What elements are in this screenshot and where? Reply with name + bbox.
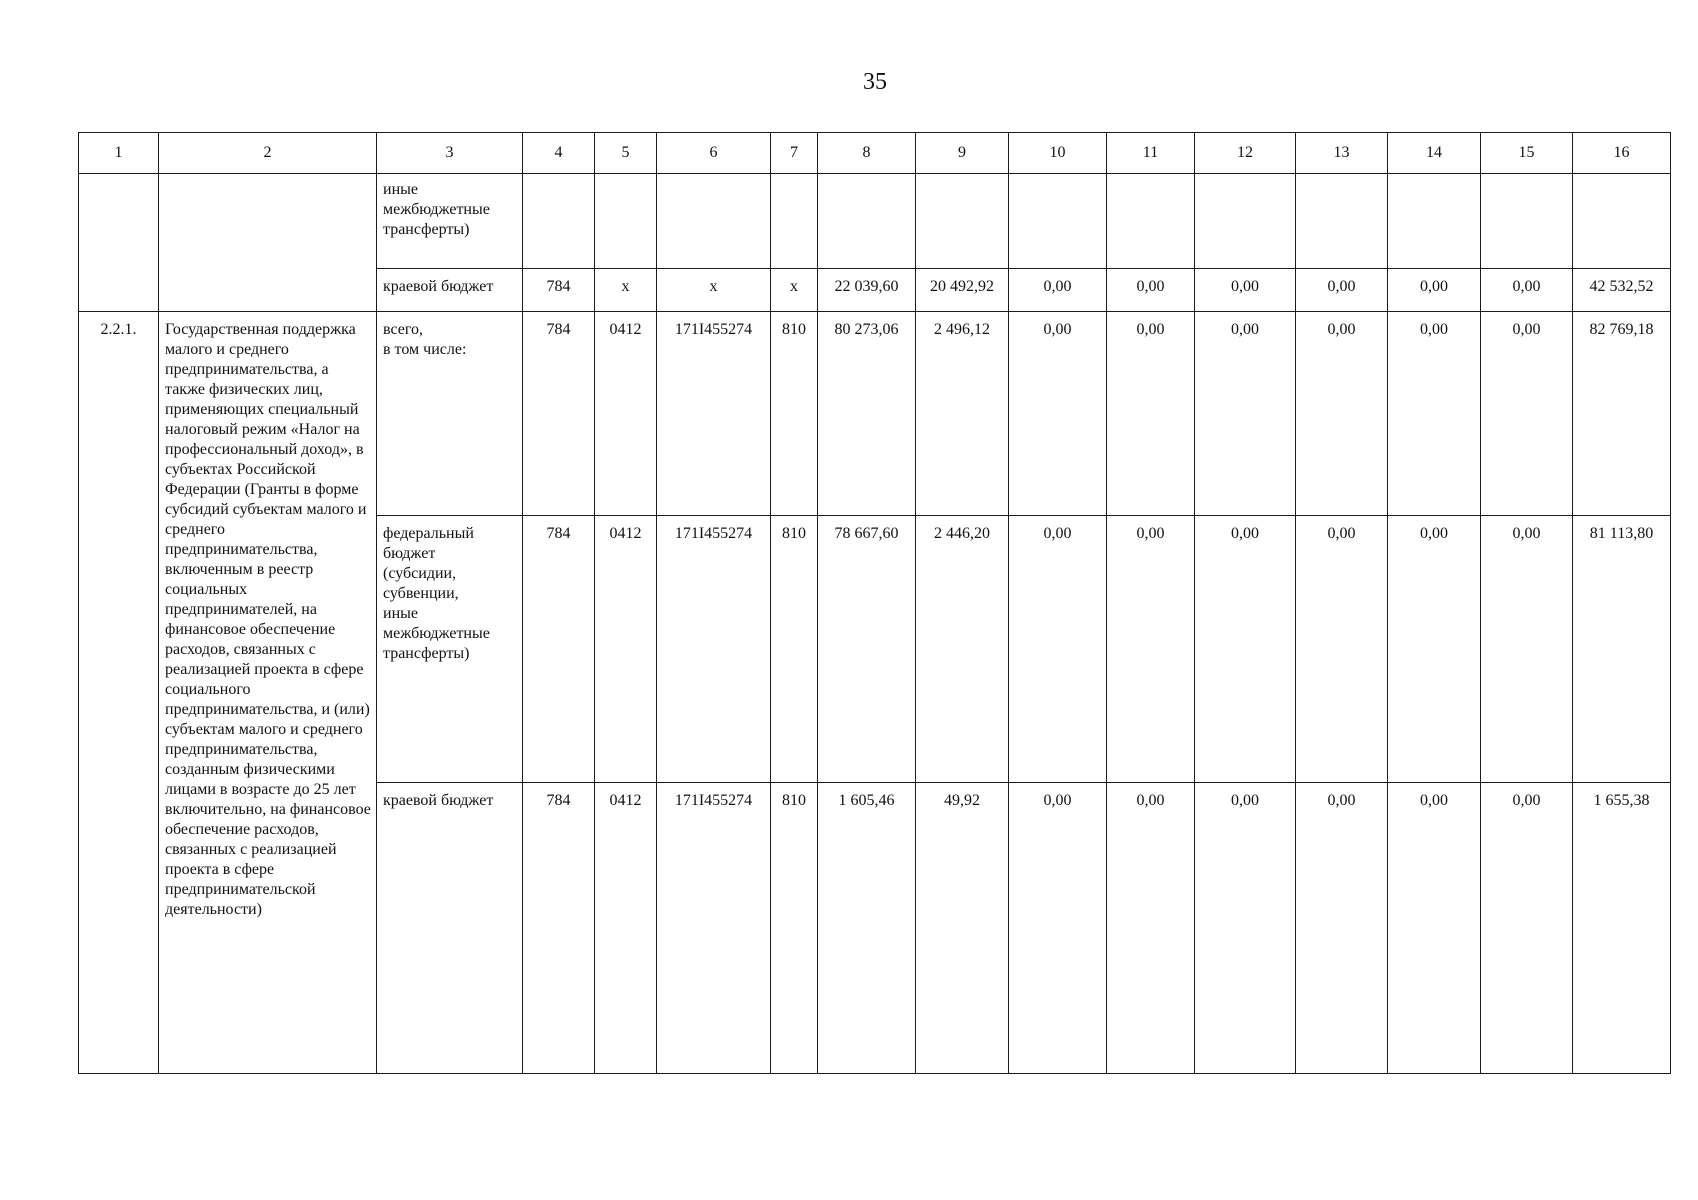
table-cell: 0,00 — [1388, 269, 1481, 312]
table-cell: 784 — [523, 516, 595, 783]
table-cell: 0,00 — [1296, 269, 1388, 312]
table-cell: 0412 — [595, 783, 657, 1074]
table-cell: 0412 — [595, 516, 657, 783]
table-cell: 42 532,52 — [1573, 269, 1671, 312]
item-number-cell: 2.2.1. — [79, 312, 159, 1074]
table-cell: 82 769,18 — [1573, 312, 1671, 516]
table-cell: 2 446,20 — [916, 516, 1009, 783]
column-header: 7 — [771, 133, 818, 174]
table-cell: 0,00 — [1481, 516, 1573, 783]
column-header: 14 — [1388, 133, 1481, 174]
table-cell: 0,00 — [1009, 312, 1107, 516]
table-cell: 784 — [523, 783, 595, 1074]
table-cell: 81 113,80 — [1573, 516, 1671, 783]
table-cell: 0,00 — [1009, 516, 1107, 783]
table-cell: 0,00 — [1107, 783, 1195, 1074]
column-header: 12 — [1195, 133, 1296, 174]
table-cell: 0,00 — [1481, 783, 1573, 1074]
column-header: 3 — [377, 133, 523, 174]
column-header: 13 — [1296, 133, 1388, 174]
table-cell: 49,92 — [916, 783, 1009, 1074]
column-header: 15 — [1481, 133, 1573, 174]
funding-source-cell: краевой бюджет — [377, 269, 523, 312]
table-cell: 0,00 — [1481, 312, 1573, 516]
table-row — [79, 312, 1671, 516]
column-header: 16 — [1573, 133, 1671, 174]
table-cell: 810 — [771, 312, 818, 516]
table-cell: 0,00 — [1195, 783, 1296, 1074]
item-number-cell — [79, 174, 159, 312]
item-description-cell — [159, 174, 377, 312]
table-cell: 0,00 — [1296, 312, 1388, 516]
table-cell: х — [657, 269, 771, 312]
table-cell: 784 — [523, 269, 595, 312]
budget-table — [78, 132, 1671, 1074]
column-header: 8 — [818, 133, 916, 174]
table-cell: 0,00 — [1388, 783, 1481, 1074]
table-cell: 0,00 — [1296, 783, 1388, 1074]
table-cell: 0,00 — [1107, 312, 1195, 516]
column-number-row — [79, 133, 1671, 174]
table-cell: 0,00 — [1009, 269, 1107, 312]
table-cell: 0,00 — [1107, 516, 1195, 783]
table-cell: 171I455274 — [657, 516, 771, 783]
table-cell: 1 605,46 — [818, 783, 916, 1074]
funding-source-cell: краевой бюджет — [377, 783, 523, 1074]
column-header: 4 — [523, 133, 595, 174]
column-header: 6 — [657, 133, 771, 174]
table-cell: 784 — [523, 312, 595, 516]
table-cell: 2 496,12 — [916, 312, 1009, 516]
table-cell: 0,00 — [1195, 516, 1296, 783]
table-cell: 0412 — [595, 312, 657, 516]
column-header: 10 — [1009, 133, 1107, 174]
table-cell: 0,00 — [1388, 312, 1481, 516]
table-cell: 0,00 — [1195, 312, 1296, 516]
table-cell: 810 — [771, 516, 818, 783]
funding-source-cell: федеральный бюджет (субсидии, субвенции, иные межбюджетные трансферты) — [377, 516, 523, 783]
column-header: 9 — [916, 133, 1009, 174]
table-cell: 171I455274 — [657, 312, 771, 516]
table-cell: х — [595, 269, 657, 312]
table-cell: 810 — [771, 783, 818, 1074]
table-cell: 80 273,06 — [818, 312, 916, 516]
table-cell: 0,00 — [1107, 269, 1195, 312]
column-header: 11 — [1107, 133, 1195, 174]
table-cell: 1 655,38 — [1573, 783, 1671, 1074]
item-description-cell: Государственная поддержка малого и среднего предпринимательства, а также физических лиц, применяющих специальный налоговый режим «Налог на профессиональный доход», в субъектах Российской Федерации (Гранты в форме субсидий субъектам малого и среднего предпринимательства, включенным в реестр социальных предпринимателей, на финансовое обеспечение расходов, связанных с реализацией проекта в сфере социального предпринимательства, и (или) субъектам малого и среднего предпринимательства, созданным физическими лицами в возрасте до 25 лет включительно, на финансовое обеспечение расходов, связанных с реализацией проекта в сфере предпринимательской деятельности) — [159, 312, 377, 1074]
table-cell: 0,00 — [1195, 269, 1296, 312]
table-cell: 0,00 — [1296, 516, 1388, 783]
table-row — [79, 174, 1671, 269]
page-number: 35 — [863, 69, 887, 95]
table-cell: 78 667,60 — [818, 516, 916, 783]
table-cell: х — [771, 269, 818, 312]
table-cell: 0,00 — [1009, 783, 1107, 1074]
column-header: 5 — [595, 133, 657, 174]
table-cell: 0,00 — [1481, 269, 1573, 312]
table-cell: 20 492,92 — [916, 269, 1009, 312]
table-cell: 22 039,60 — [818, 269, 916, 312]
table-cell: 0,00 — [1388, 516, 1481, 783]
funding-source-cell: всего, в том числе: — [377, 312, 523, 516]
column-header: 2 — [159, 133, 377, 174]
funding-source-cell: иные межбюджетные трансферты) — [377, 174, 523, 269]
table-cell: 171I455274 — [657, 783, 771, 1074]
column-header: 1 — [79, 133, 159, 174]
